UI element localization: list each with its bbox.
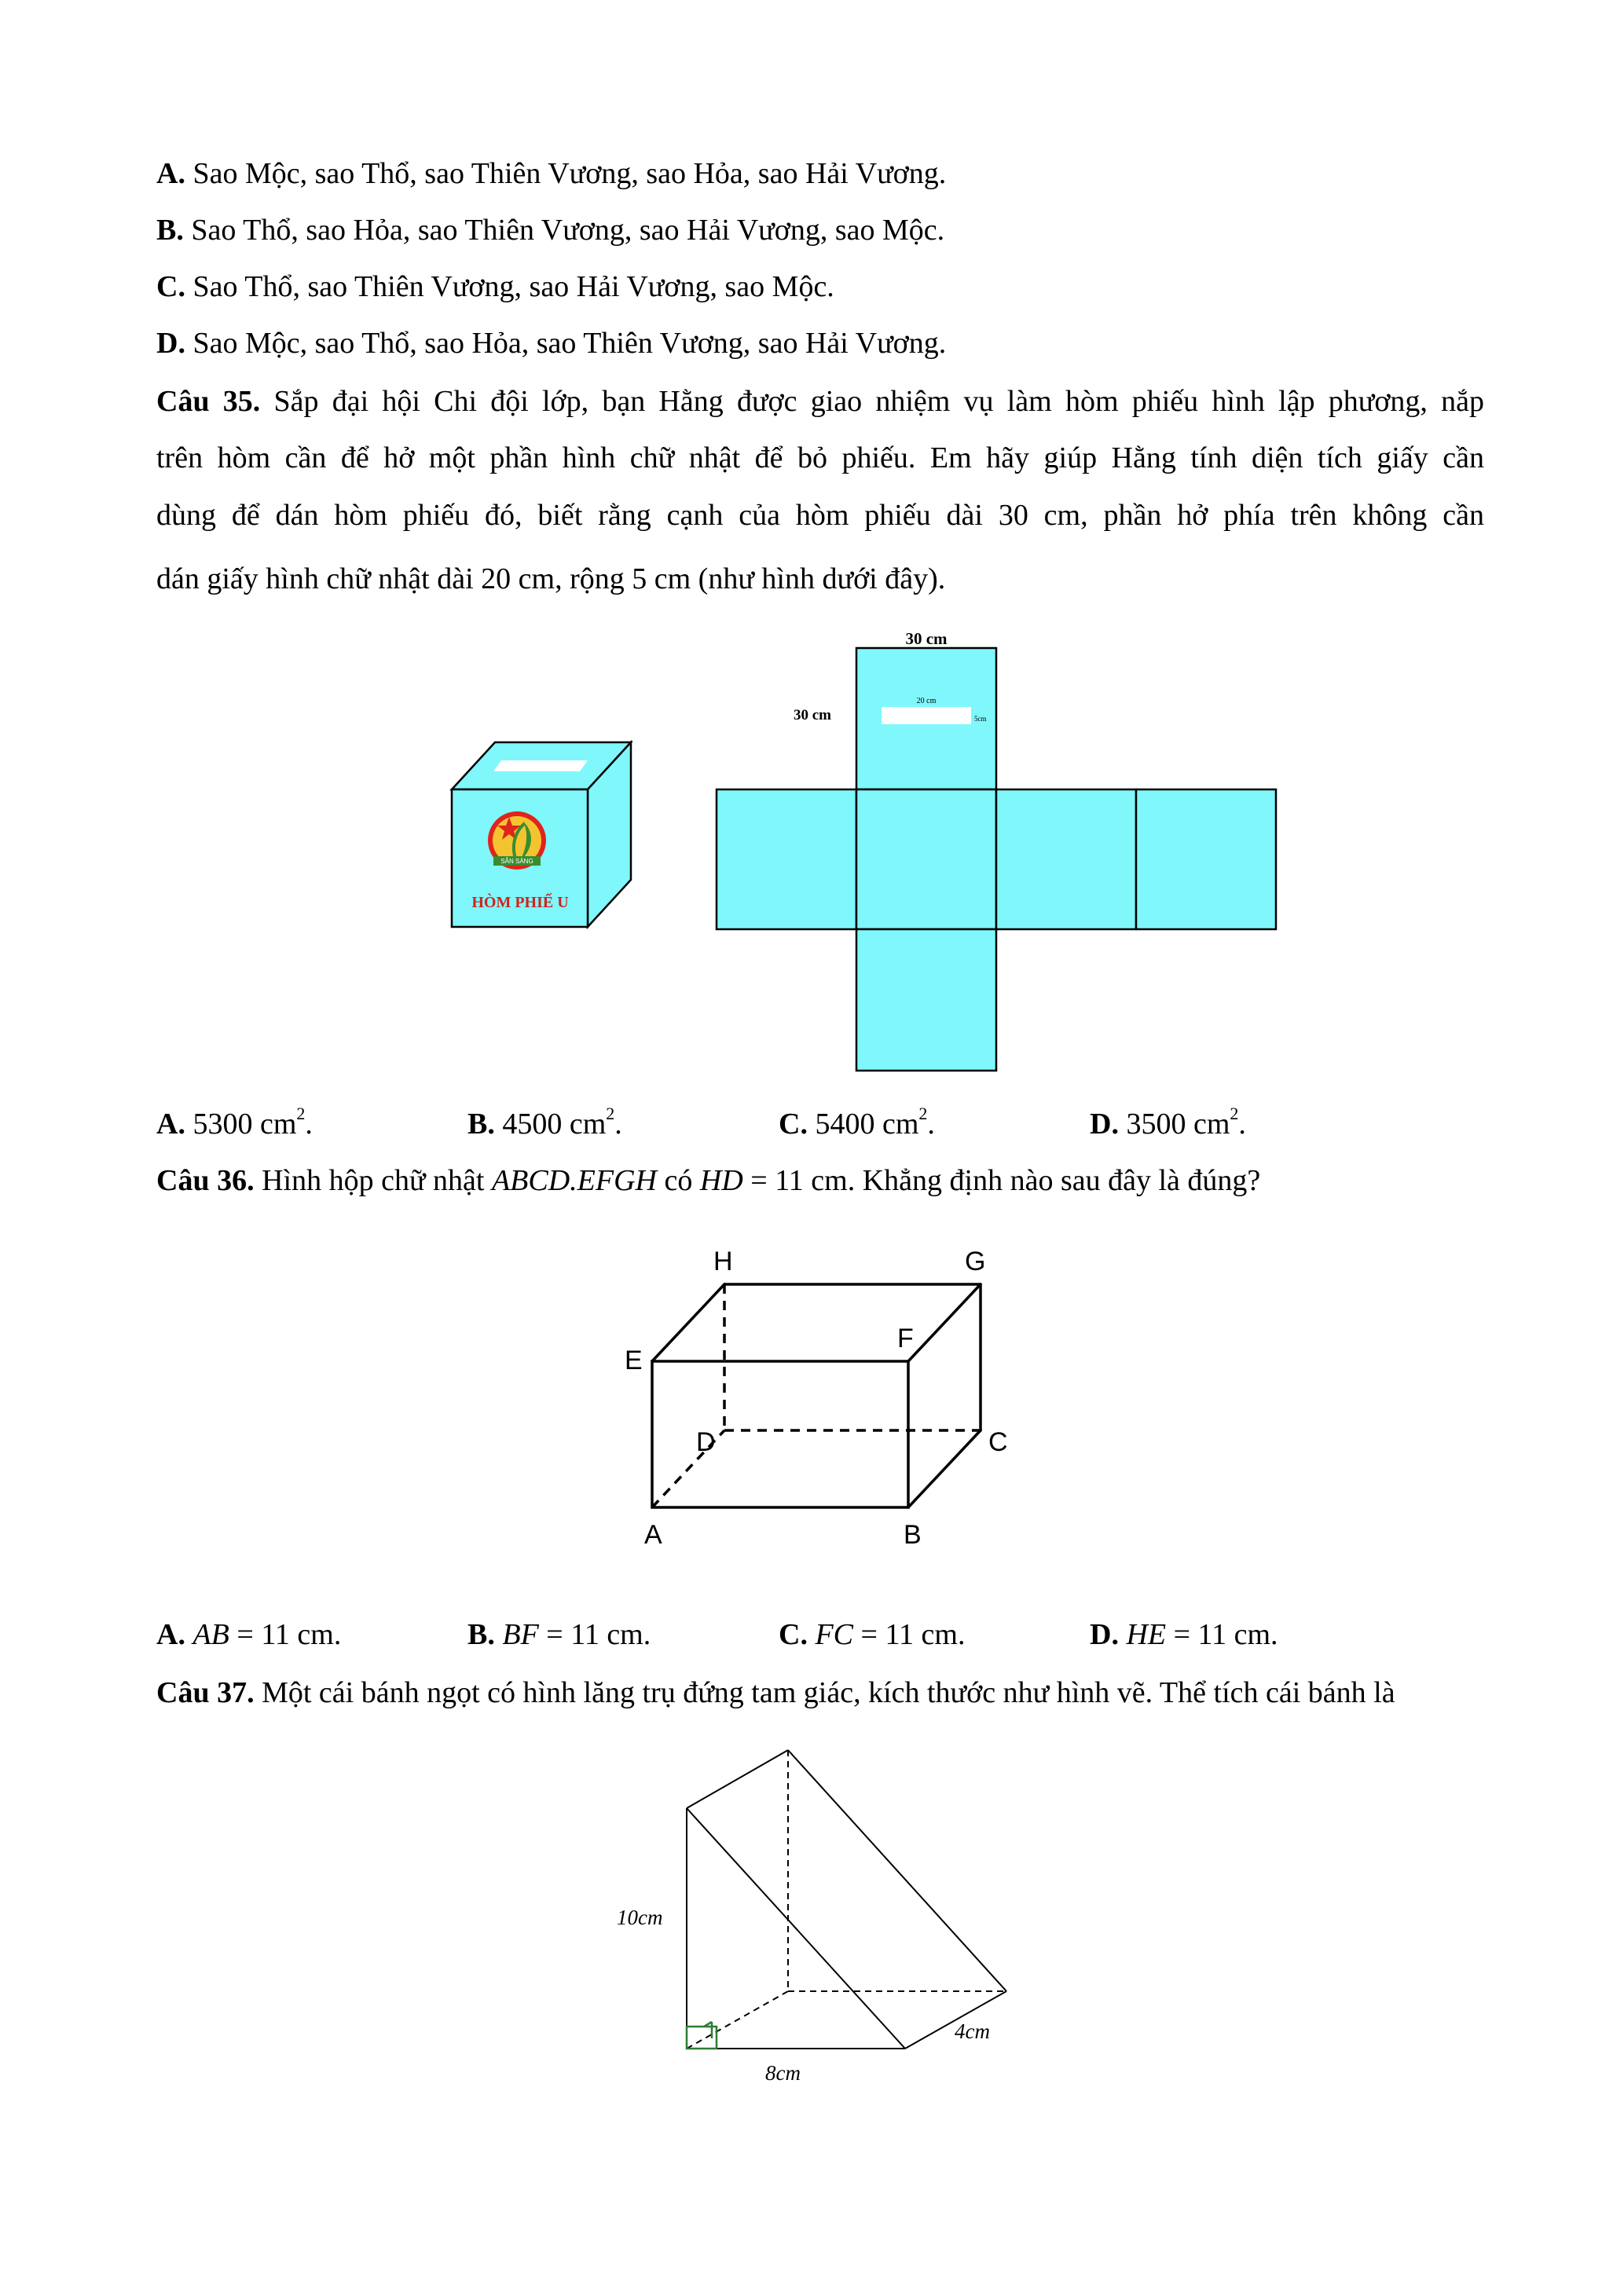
q34-option-a: A. Sao Mộc, sao Thổ, sao Thiên Vương, sao Hỏa, sao Hải Vương.: [156, 157, 947, 190]
vertex-h-label: H: [713, 1247, 733, 1276]
net-face-right: [996, 789, 1136, 929]
q36-option-d: D. HE = 11 cm.: [1090, 1618, 1278, 1651]
q36-option-c: C. FC = 11 cm.: [779, 1618, 966, 1651]
net-face-center: [856, 789, 996, 929]
dim-height-label: 10cm: [617, 1906, 663, 1929]
vertex-e-label: E: [625, 1346, 643, 1375]
cube-net-figure: [707, 621, 1289, 1076]
q35-option-c: C. 5400 $cm^2$.: [779, 1104, 935, 1141]
q34-option-c: C. Sao Thổ, sao Thiên Vương, sao Hải Vương, sao Mộc.: [156, 270, 834, 303]
q35-line-4: dán giấy hình chữ nhật dài 20 cm, rộng 5 cm (như hình dưới đây).: [156, 562, 946, 595]
q35-option-b: B. 4500 $cm^2$.: [467, 1104, 622, 1141]
q34-option-b: B. Sao Thổ, sao Hỏa, sao Thiên Vương, sao Hải Vương, sao Mộc.: [156, 214, 945, 247]
vertex-g-label: G: [965, 1247, 986, 1276]
vertex-f-label: F: [897, 1324, 914, 1353]
q35-line-1: Câu 35. Sắp đại hội Chi đội lớp, bạn Hằng được giao nhiệm vụ làm hòm phiếu hình lập phương, nắp: [156, 385, 1485, 418]
net-face-far-right: [1136, 789, 1276, 929]
triangular-prism-figure: [597, 1736, 1053, 2089]
net-face-bottom: [856, 929, 996, 1071]
q36-option-b: B. BF = 11 cm.: [467, 1618, 651, 1651]
q37-question: Câu 37. Một cái bánh ngọt có hình lăng trụ đứng tam giác, kích thước như hình vẽ. Thể tích cái bánh là: [156, 1676, 1395, 1709]
ballot-box-slot: [493, 760, 588, 771]
q35-option-a: A. 5300 $cm^2$.: [156, 1104, 313, 1141]
cuboid-figure: [621, 1245, 1014, 1591]
net-side-label: 30 cm: [793, 707, 831, 723]
pioneer-emblem-icon: [488, 811, 546, 870]
q35-option-d: D. 3500 $cm^2$.: [1090, 1104, 1246, 1141]
q36-question: Câu 36. Hình hộp chữ nhật ABCD.EFGH có HD = 11 cm. Khẳng định nào sau đây là đúng?: [156, 1164, 1261, 1197]
dim-depth-label: 4cm: [955, 2020, 990, 2043]
q35-label: Câu 35.: [156, 385, 261, 418]
q35-line-2: trên hòm cần để hở một phần hình chữ nhật để bỏ phiếu. Em hãy giúp Hằng tính diện tích giấy cần: [156, 441, 1484, 474]
vertex-a-label: A: [644, 1520, 662, 1550]
q34-option-d: D. Sao Mộc, sao Thổ, sao Hỏa, sao Thiên Vương, sao Hải Vương.: [156, 327, 947, 360]
net-face-left: [717, 789, 856, 929]
q37-label: Câu 37.: [156, 1676, 255, 1709]
q36-label: Câu 36.: [156, 1164, 255, 1197]
net-slot-length-label: 20 cm: [916, 697, 937, 705]
net-slot-opening: [882, 707, 971, 724]
emblem-ribbon-text: SẴN SÀNG: [500, 858, 533, 865]
ballot-box-label: HÒM PHIẾ U: [471, 894, 569, 911]
vertex-b-label: B: [904, 1520, 922, 1550]
ballot-box-figure: [448, 723, 636, 935]
net-slot-width-label: 5cm: [974, 715, 987, 723]
q36-option-a: A. AB = 11 cm.: [156, 1618, 342, 1651]
dim-base-label: 8cm: [765, 2061, 801, 2085]
vertex-d-label: D: [696, 1427, 716, 1457]
q35-line-3: dùng để dán hòm phiếu đó, biết rằng cạnh của hòm phiếu dài 30 cm, phần hở phía trên không cần: [156, 499, 1484, 532]
net-top-label: 30 cm: [905, 629, 948, 648]
vertex-c-label: C: [988, 1427, 1008, 1457]
